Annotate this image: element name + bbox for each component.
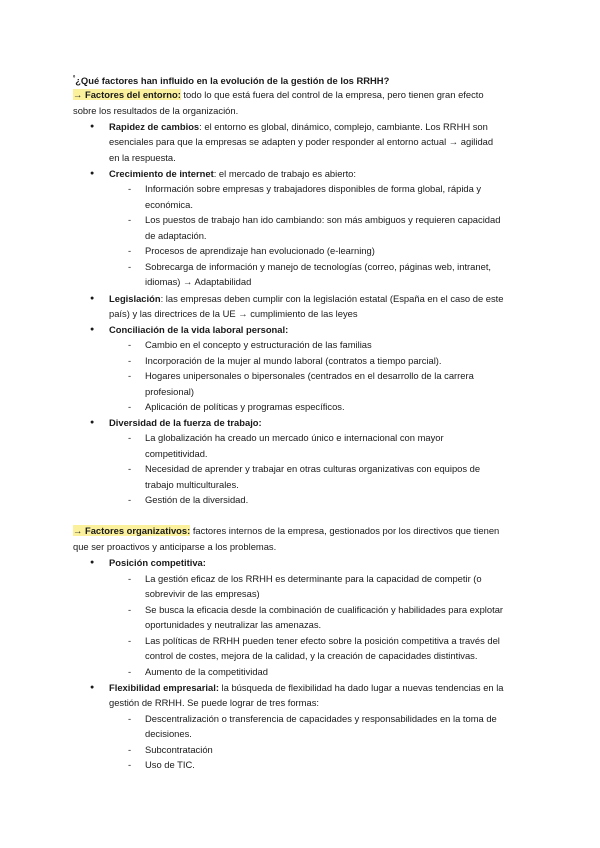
dash-icon: - bbox=[128, 666, 132, 677]
sub-item: Necesidad de aprender y trabajar en otras culturas organizativas con equipos de bbox=[145, 463, 481, 474]
sub-item: Los puestos de trabajo han ido cambiando: son más ambiguos y requieren capacidad bbox=[145, 214, 501, 225]
sub-item: Gestión de la diversidad. bbox=[145, 494, 249, 505]
item-text: gestión de RRHH. Se puede lograr de tres formas: bbox=[109, 697, 319, 708]
dash-icon: - bbox=[128, 759, 132, 770]
item-text: : las empresas deben cumplir con la legislación estatal (España en el caso de este bbox=[160, 293, 504, 304]
dash-icon: - bbox=[128, 261, 132, 272]
bullet-icon: ● bbox=[90, 326, 95, 333]
dash-icon: - bbox=[128, 183, 132, 194]
dash-icon: - bbox=[128, 713, 132, 724]
list-item bbox=[109, 322, 288, 337]
dash-icon: - bbox=[128, 401, 132, 412]
dash-icon: - bbox=[128, 573, 132, 584]
entorno-label: → Factores del entorno: bbox=[73, 89, 181, 100]
sub-item: económica. bbox=[145, 199, 193, 210]
bullet-icon: ● bbox=[90, 419, 95, 426]
dash-icon: - bbox=[128, 744, 132, 755]
entorno-intro-text: todo lo que está fuera del control de la empresa, pero tienen gran efecto bbox=[180, 89, 484, 100]
sub-item: profesional) bbox=[145, 386, 194, 397]
question-heading bbox=[73, 72, 389, 88]
sub-item: La globalización ha creado un mercado único e internacional con mayor bbox=[145, 432, 444, 443]
organizativos-label: → Factores organizativos: bbox=[73, 525, 191, 536]
dash-icon: - bbox=[128, 339, 132, 350]
sub-item: Se busca la eficacia desde la combinación de cualificación y habilidades para explotar bbox=[145, 604, 504, 615]
sub-item: Descentralización o transferencia de capacidades y responsabilidades en la toma de bbox=[145, 713, 497, 724]
dash-icon: - bbox=[128, 214, 132, 225]
list-item bbox=[109, 291, 503, 306]
sub-item: sobrevivir de las empresas) bbox=[145, 588, 260, 599]
item-text: en la respuesta. bbox=[109, 152, 176, 163]
item-title: Conciliación de la vida laboral personal bbox=[109, 324, 286, 335]
dash-icon: - bbox=[128, 604, 132, 615]
sub-item: de adaptación. bbox=[145, 230, 207, 241]
item-text: la búsqueda de flexibilidad ha dado lugar a nuevas tendencias en la bbox=[218, 682, 504, 693]
item-text: : bbox=[285, 324, 289, 335]
bullet-icon: ● bbox=[90, 295, 95, 302]
sub-item: trabajo multiculturales. bbox=[145, 479, 239, 490]
dash-icon: - bbox=[128, 635, 132, 646]
sub-item: Uso de TIC. bbox=[145, 759, 195, 770]
organizativos-intro-cont: que ser proactivos y anticiparse a los problemas. bbox=[73, 541, 277, 552]
sub-item: decisiones. bbox=[145, 728, 192, 739]
sub-item: Sobrecarga de información y manejo de tecnologías (correo, páginas web, intranet, bbox=[145, 261, 492, 272]
sub-item: competitividad. bbox=[145, 448, 208, 459]
bullet-icon: ● bbox=[90, 684, 95, 691]
sub-item: Cambio en el concepto y estructuración de las familias bbox=[145, 339, 372, 350]
bullet-icon: ● bbox=[90, 170, 95, 177]
entorno-intro bbox=[73, 87, 484, 102]
item-title: Posición competitiva: bbox=[109, 557, 206, 568]
dash-icon: - bbox=[128, 245, 132, 256]
dash-icon: - bbox=[128, 494, 132, 505]
sub-item: Aplicación de políticas y programas específicos. bbox=[145, 401, 345, 412]
entorno-intro-cont: sobre los resultados de la organización. bbox=[73, 105, 239, 116]
item-title: Flexibilidad empresarial: bbox=[109, 682, 219, 693]
item-title: Legislación bbox=[109, 293, 161, 304]
sub-item: Procesos de aprendizaje han evolucionado (e-learning) bbox=[145, 245, 375, 256]
item-title: Rapidez de cambios bbox=[109, 121, 200, 132]
list-item bbox=[109, 119, 488, 134]
dash-icon: - bbox=[128, 355, 132, 366]
organizativos-intro bbox=[73, 523, 499, 538]
sub-item: idiomas) → Adaptabilidad bbox=[145, 276, 252, 287]
item-title: Diversidad de la fuerza de trabajo: bbox=[109, 417, 262, 428]
list-item bbox=[109, 680, 504, 695]
sub-item: Subcontratación bbox=[145, 744, 213, 755]
dash-icon: - bbox=[128, 432, 132, 443]
item-text: : el mercado de trabajo es abierto: bbox=[213, 168, 356, 179]
sub-item: La gestión eficaz de los RRHH es determinante para la capacidad de competir (o bbox=[145, 573, 482, 584]
bullet-icon: ● bbox=[90, 123, 95, 130]
bullet-icon: ● bbox=[90, 559, 95, 566]
sub-item: Hogares unipersonales o bipersonales (centrados en el desarrollo de la carrera bbox=[145, 370, 474, 381]
organizativos-intro-text: factores internos de la empresa, gestionados por los directivos que tienen bbox=[190, 525, 500, 536]
question-mark: º bbox=[73, 76, 76, 82]
sub-item: Incorporación de la mujer al mundo laboral (contratos a tiempo parcial). bbox=[145, 355, 442, 366]
question-text: ¿Qué factores han influido en la evolución de la gestión de los RRHH? bbox=[75, 75, 390, 87]
sub-item: Las políticas de RRHH pueden tener efecto sobre la posición competitiva a través del bbox=[145, 635, 500, 646]
list-item bbox=[109, 166, 356, 181]
dash-icon: - bbox=[128, 463, 132, 474]
sub-item: Información sobre empresas y trabajadores disponibles de forma global, rápida y bbox=[145, 183, 482, 194]
sub-item: control de costes, mejora de la calidad, y la creación de capacidades distintivas. bbox=[145, 650, 478, 661]
item-title: Crecimiento de internet bbox=[109, 168, 214, 179]
item-text: esenciales para que la empresas se adapten y poder responder al entorno actual → agilidad bbox=[109, 136, 494, 147]
sub-item: Aumento de la competitividad bbox=[145, 666, 268, 677]
item-text: : el entorno es global, dinámico, complejo, cambiante. Los RRHH son bbox=[199, 121, 488, 132]
sub-item: oportunidades y neutralizar las amenazas. bbox=[145, 619, 322, 630]
dash-icon: - bbox=[128, 370, 132, 381]
item-text: país) y las directrices de la UE → cumplimiento de las leyes bbox=[109, 308, 358, 319]
